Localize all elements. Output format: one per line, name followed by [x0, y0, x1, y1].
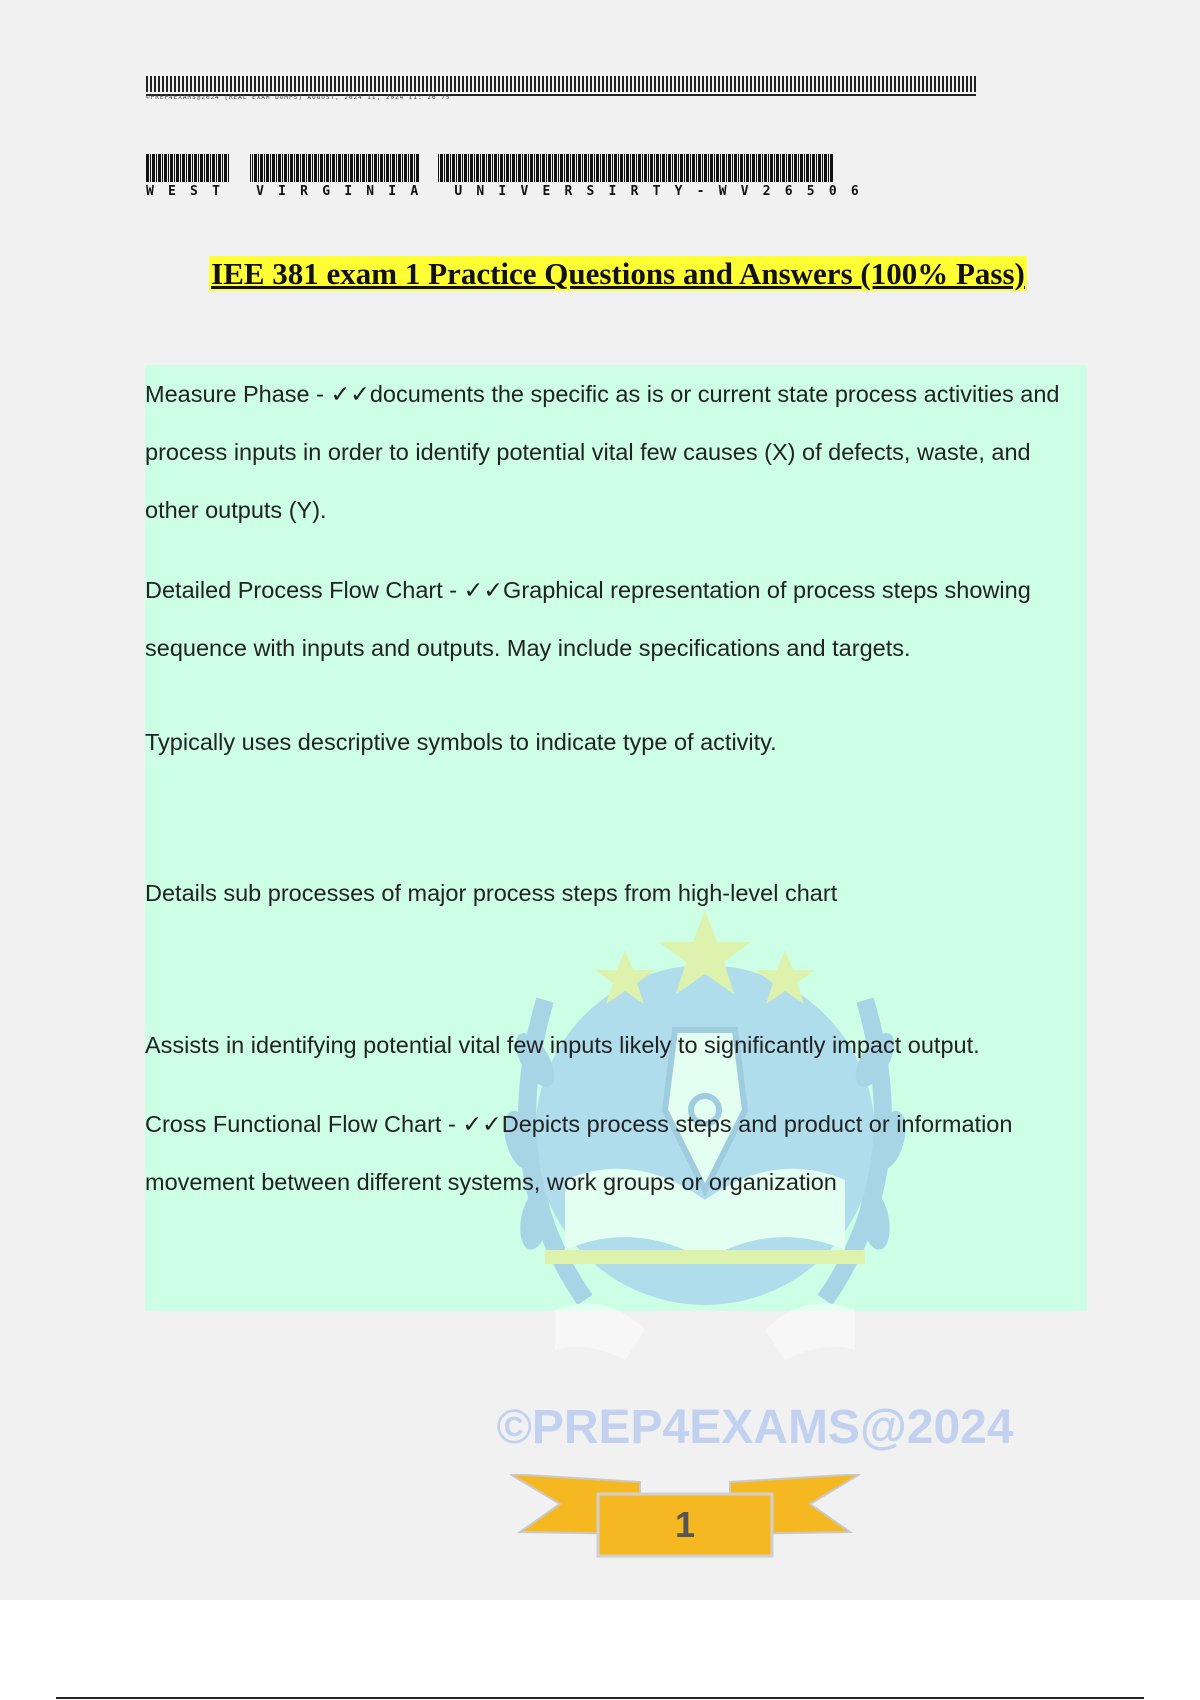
qa-paragraph-descriptive-symbols: Typically uses descriptive symbols to indicate type of activity.	[145, 729, 777, 755]
page-number: 1	[674, 1504, 696, 1545]
qa-content-block	[145, 365, 1087, 1454]
qa-paragraph-sub-processes: Details sub processes of major process steps from high-level chart	[145, 880, 838, 906]
page-number-ribbon	[510, 1474, 860, 1558]
barcode-icon	[146, 152, 836, 186]
qa-paragraph-measure-phase: Measure Phase - ✓✓documents the specific as is or current state process activities and process inputs in order to identify potential vital few causes (X) of defects, waste, and other outputs (Y).	[145, 381, 1060, 523]
qa-paragraph-cross-functional: Cross Functional Flow Chart - ✓✓Depicts process steps and product or information movement between different systems, work groups or organization	[145, 1111, 1013, 1195]
title-container	[0, 256, 1200, 292]
footer-divider	[56, 1697, 1144, 1699]
qa-paragraph-vital-few-inputs: Assists in identifying potential vital few inputs likely to significantly impact output.	[145, 1032, 980, 1058]
qa-paragraph-detailed-flow-chart: Detailed Process Flow Chart - ✓✓Graphical representation of process steps showing sequence with inputs and outputs. May include specifications and targets.	[145, 577, 1031, 661]
header-barcode-line	[146, 74, 976, 100]
watermark-text: ©PREP4EXAMS@2024	[496, 1401, 1014, 1454]
institution-code-text: WEST VIRGINIA UNIVERSIRTY-WV26506	[146, 184, 873, 199]
institution-barcode	[146, 152, 873, 200]
copyright-line-text: ©PREP4EXAMS@2024 [REAL EXAM DUMPS] AUGUST, 2024 II, 2024 II: 26 75	[146, 94, 451, 101]
document-title: IEE 381 exam 1 Practice Questions and Answers (100% Pass)	[211, 256, 1025, 291]
